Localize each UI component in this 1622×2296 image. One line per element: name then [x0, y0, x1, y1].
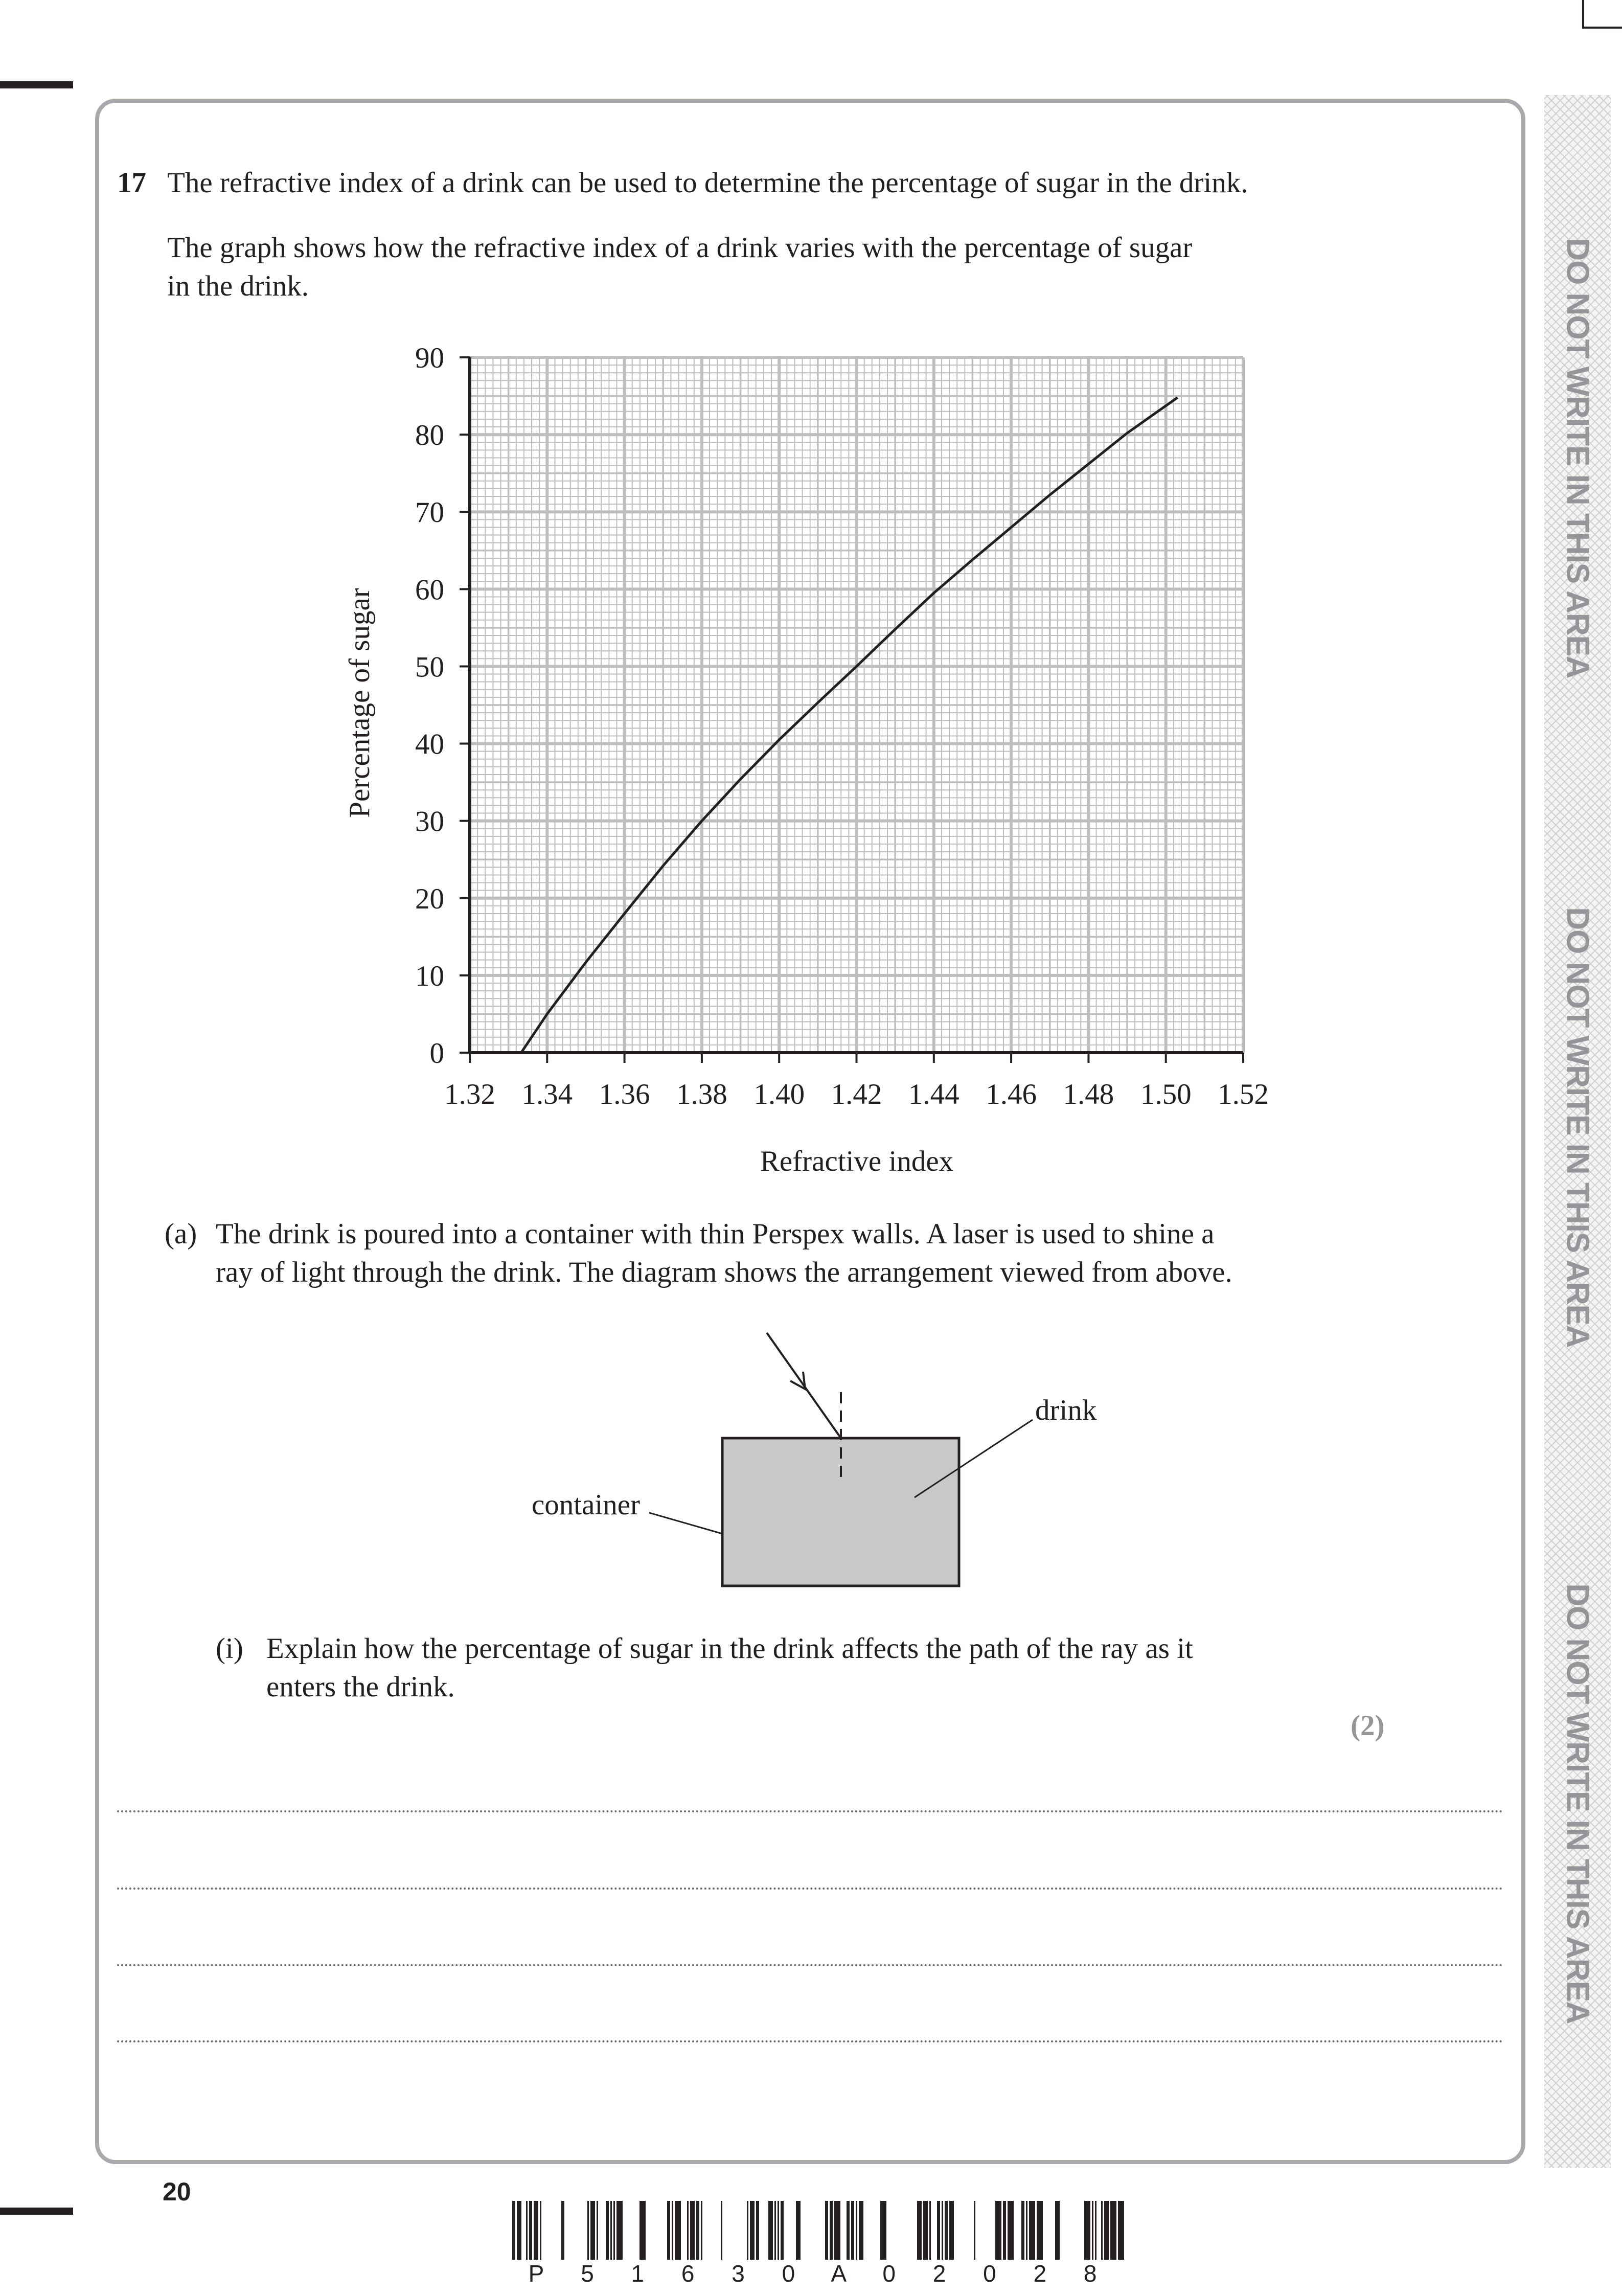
barcode-bar — [768, 2201, 773, 2260]
barcode-text: P 5 1 6 3 0 A 0 2 0 2 8 — [528, 2260, 1112, 2287]
barcode-bar — [949, 2201, 954, 2260]
barcode-bar — [856, 2201, 857, 2260]
marks-available: (2) — [1351, 1710, 1385, 1742]
barcode-bar — [1095, 2201, 1096, 2260]
barcode-bar — [830, 2201, 833, 2260]
x-tick-label: 1.38 — [676, 1078, 727, 1110]
part-i-text: Explain how the percentage of sugar in the drink affects the path of the ray as it — [266, 1632, 1193, 1665]
barcode-bar — [606, 2201, 609, 2260]
container — [722, 1438, 959, 1586]
x-tick-label: 1.52 — [1218, 1078, 1269, 1110]
barcode-bar — [610, 2201, 612, 2260]
barcode-bar — [929, 2201, 931, 2260]
container-label: container — [531, 1489, 640, 1521]
barcode-bar — [1110, 2201, 1116, 2260]
barcode-bar — [512, 2201, 515, 2260]
x-tick-label: 1.32 — [444, 1078, 495, 1110]
y-tick-label: 0 — [429, 1037, 444, 1070]
barcode-bar — [834, 2201, 840, 2260]
barcode-bar — [587, 2201, 589, 2260]
barcode-bar — [639, 2201, 646, 2260]
barcode-bar — [1029, 2201, 1035, 2260]
barcode-bar — [672, 2201, 673, 2260]
part-a-text: ray of light through the drink. The diagram shows the arrangement viewed from above. — [216, 1256, 1232, 1288]
answer-line[interactable] — [117, 1888, 1503, 1890]
question-intro: The refractive index of a drink can be used to determine the percentage of sugar in the drink. — [167, 167, 1248, 199]
barcode-bar — [774, 2201, 776, 2260]
barcode-bar — [750, 2201, 755, 2260]
y-tick-label: 40 — [415, 728, 444, 761]
margin-warning: DO NOT WRITE IN THIS AREA — [1560, 1583, 1595, 2024]
barcode-bar — [747, 2201, 748, 2260]
barcode-bar — [796, 2201, 801, 2260]
x-tick-label: 1.36 — [599, 1078, 650, 1110]
answer-line[interactable] — [117, 1964, 1503, 1966]
barcode-bar — [721, 2201, 722, 2260]
barcode-bar — [1003, 2201, 1006, 2260]
barcode-bar — [974, 2201, 975, 2260]
barcode-bar — [937, 2201, 940, 2260]
barcode — [512, 2201, 1128, 2262]
y-tick-label: 10 — [415, 960, 444, 992]
barcode-bar — [778, 2201, 779, 2260]
graph-intro: The graph shows how the refractive index of a drink varies with the percentage of sugar — [167, 232, 1193, 264]
barcode-bar — [880, 2201, 886, 2260]
part-a-text: The drink is poured into a container with thin Perspex walls. A laser is used to shine a — [216, 1218, 1215, 1250]
barcode-bar — [825, 2201, 828, 2260]
barcode-bar — [526, 2201, 528, 2260]
barcode-bar — [534, 2201, 538, 2260]
answer-line[interactable] — [117, 2040, 1503, 2042]
part-a-label: (a) — [165, 1218, 197, 1250]
arrow-icon — [790, 1372, 805, 1389]
margin-warning: DO NOT WRITE IN THIS AREA — [1560, 238, 1595, 678]
barcode-bar — [1037, 2201, 1043, 2260]
graph-intro: in the drink. — [167, 270, 309, 302]
registration-mark — [0, 2208, 73, 2215]
x-tick-label: 1.40 — [753, 1078, 805, 1110]
x-tick-label: 1.34 — [521, 1078, 573, 1110]
barcode-bar — [995, 2201, 1001, 2260]
barcode-bar — [517, 2201, 521, 2260]
barcode-bar — [590, 2201, 595, 2260]
answer-line[interactable] — [117, 1810, 1503, 1812]
barcode-bar — [540, 2201, 541, 2260]
x-tick-label: 1.44 — [908, 1078, 960, 1110]
barcode-bar — [1101, 2201, 1103, 2260]
barcode-bar — [675, 2201, 681, 2260]
barcode-bar — [529, 2201, 532, 2260]
barcode-bar — [847, 2201, 850, 2260]
x-tick-label: 1.46 — [986, 1078, 1037, 1110]
barcode-bar — [613, 2201, 615, 2260]
y-tick-label: 50 — [415, 651, 444, 684]
barcode-bar — [1084, 2201, 1090, 2260]
barcode-bar — [945, 2201, 948, 2260]
margin-warning: DO NOT WRITE IN THIS AREA — [1560, 907, 1595, 1348]
y-tick-label: 90 — [415, 342, 444, 374]
barcode-bar — [917, 2201, 922, 2260]
page-number: 20 — [163, 2177, 191, 2206]
barcode-bar — [597, 2201, 598, 2260]
y-tick-label: 80 — [415, 419, 444, 452]
drink-label: drink — [1035, 1394, 1097, 1426]
barcode-bar — [859, 2201, 863, 2260]
barcode-bar — [1092, 2201, 1093, 2260]
barcode-bar — [690, 2201, 695, 2260]
y-tick-label: 60 — [415, 574, 444, 606]
barcode-bar — [701, 2201, 702, 2260]
barcode-bar — [1021, 2201, 1024, 2260]
barcode-bar — [942, 2201, 943, 2260]
y-tick-label: 70 — [415, 496, 444, 529]
barcode-bar — [561, 2201, 564, 2260]
barcode-bar — [851, 2201, 854, 2260]
barcode-bar — [756, 2201, 759, 2260]
barcode-bar — [696, 2201, 699, 2260]
barcode-bar — [1118, 2201, 1124, 2260]
barcode-bar — [923, 2201, 928, 2260]
part-i-text: enters the drink. — [266, 1671, 455, 1703]
x-tick-label: 1.42 — [831, 1078, 882, 1110]
barcode-bar — [1055, 2201, 1060, 2260]
barcode-bar — [1026, 2201, 1027, 2260]
y-tick-label: 20 — [415, 882, 444, 915]
x-axis-label: Refractive index — [760, 1145, 954, 1177]
barcode-bar — [781, 2201, 784, 2260]
barcode-bar — [1104, 2201, 1109, 2260]
question-number: 17 — [117, 167, 146, 199]
barcode-bar — [687, 2201, 689, 2260]
y-tick-label: 30 — [415, 805, 444, 838]
barcode-bar — [667, 2201, 670, 2260]
x-tick-label: 1.50 — [1140, 1078, 1192, 1110]
barcode-bar — [1008, 2201, 1014, 2260]
barcode-bar — [616, 2201, 623, 2260]
x-tick-label: 1.48 — [1063, 1078, 1114, 1110]
y-axis-label: Percentage of sugar — [344, 588, 376, 818]
part-i-label: (i) — [216, 1632, 243, 1665]
container-leader — [649, 1513, 722, 1534]
